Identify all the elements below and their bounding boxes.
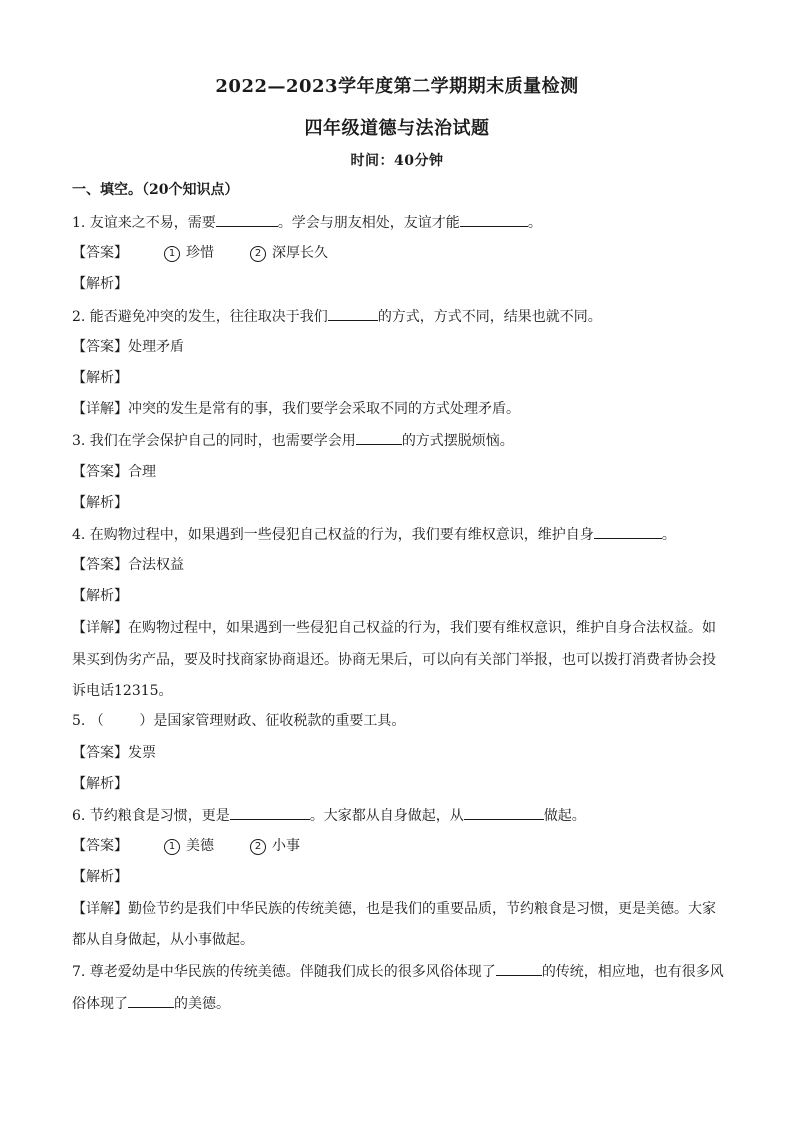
exam-title: 2022—2023学年度第二学期期末质量检测 xyxy=(215,76,579,97)
q2-ans: 处理矛盾 xyxy=(128,339,184,355)
q6-text-b: 。大家都从自身做起，从 xyxy=(309,808,464,824)
q6-answer xyxy=(72,836,722,856)
q3-answer xyxy=(72,462,722,482)
q6-blank-1 xyxy=(230,805,310,820)
question-1 xyxy=(72,212,722,233)
q5-analysis: 【解析】 xyxy=(72,776,128,792)
exam-time: 时间：40分钟 xyxy=(350,153,444,169)
q7-text-d: 的美德。 xyxy=(174,996,230,1012)
detail-label: 【详解】 xyxy=(72,901,128,917)
answer-label: 【答案】 xyxy=(72,245,128,261)
detail-label: 【详解】 xyxy=(72,620,128,636)
q7-blank-1 xyxy=(496,961,542,976)
q6-ans1-number: 1 xyxy=(164,839,180,855)
q1-blank-1 xyxy=(216,212,278,227)
q4-text-b: 。 xyxy=(661,527,676,543)
q1-ans1-number: 1 xyxy=(164,246,180,262)
q1-blank-2 xyxy=(460,212,528,227)
question-5: 5. （ ）是国家管理财政、征收税款的重要工具。 xyxy=(72,713,406,729)
question-4 xyxy=(72,524,722,545)
question-6 xyxy=(72,805,722,826)
q4-ans: 合法权益 xyxy=(128,557,184,573)
q7-blank-2 xyxy=(128,993,174,1008)
q4-answer xyxy=(72,555,722,575)
question-2 xyxy=(72,306,722,327)
q2-analysis: 【解析】 xyxy=(72,370,128,386)
q1-answer xyxy=(72,243,722,263)
q6-detail-text-1: 勤俭节约是我们中华民族的传统美德，也是我们的重要品质，节约粮食是习惯，更是美德。大家 xyxy=(128,901,716,917)
q3-analysis: 【解析】 xyxy=(72,495,128,511)
q2-blank xyxy=(328,306,378,321)
q6-ans1: 美德 xyxy=(186,838,214,854)
section-heading: 一、填空。（20个知识点） xyxy=(72,182,239,198)
q4-detail-2: 果买到伪劣产品，要及时找商家协商退还。协商无果后，可以向有关部门举报，也可以拨打消费者协会投 xyxy=(72,652,716,668)
q4-analysis: 【解析】 xyxy=(72,588,128,604)
question-7-line-1 xyxy=(72,961,722,982)
q6-detail-2: 都从自身做起，从小事做起。 xyxy=(72,932,254,948)
q1-text-a: 1. 友谊来之不易，需要 xyxy=(72,215,216,231)
q3-text-a: 3. 我们在学会保护自己的同时，也需要学会用 xyxy=(72,433,356,449)
q5-answer xyxy=(72,743,722,763)
q4-detail-1 xyxy=(72,618,722,638)
answer-label: 【答案】 xyxy=(72,838,128,854)
q6-analysis: 【解析】 xyxy=(72,869,128,885)
q3-ans: 合理 xyxy=(128,464,156,480)
q6-blank-2 xyxy=(464,805,544,820)
exam-subtitle: 四年级道德与法治试题 xyxy=(304,118,490,139)
q7-text-c: 俗体现了 xyxy=(72,996,128,1012)
q2-answer xyxy=(72,337,722,357)
answer-label: 【答案】 xyxy=(72,339,128,355)
q6-detail-1 xyxy=(72,899,722,919)
q6-text-a: 6. 节约粮食是习惯，更是 xyxy=(72,808,230,824)
q1-analysis: 【解析】 xyxy=(72,276,128,292)
detail-label: 【详解】 xyxy=(72,401,128,417)
answer-label: 【答案】 xyxy=(72,464,128,480)
q7-text-b: 的传统，相应地，也有很多风 xyxy=(541,964,724,980)
q1-text-c: 。 xyxy=(527,215,542,231)
q4-detail-text-1: 在购物过程中，如果遇到一些侵犯自己权益的行为，我们要有维权意识，维护自身合法权益。如 xyxy=(128,620,716,636)
q4-blank xyxy=(594,524,662,539)
q4-text-a: 4. 在购物过程中，如果遇到一些侵犯自己权益的行为，我们要有维权意识，维护自身 xyxy=(72,527,594,543)
question-3 xyxy=(72,430,722,451)
q2-text-b: 的方式，方式不同，结果也就不同。 xyxy=(377,309,602,325)
q1-text-b: 。学会与朋友相处，友谊才能 xyxy=(277,215,460,231)
q6-text-c: 做起。 xyxy=(543,808,586,824)
q2-text-a: 2. 能否避免冲突的发生，往往取决于我们 xyxy=(72,309,328,325)
q1-ans2: 深厚长久 xyxy=(272,245,328,261)
q1-ans1: 珍惜 xyxy=(186,245,214,261)
q3-blank xyxy=(356,430,402,445)
q3-text-b: 的方式摆脱烦恼。 xyxy=(401,433,514,449)
q1-ans2-number: 2 xyxy=(250,246,266,262)
answer-label: 【答案】 xyxy=(72,557,128,573)
q4-detail-3: 诉电话12315。 xyxy=(72,683,173,699)
q6-ans2-number: 2 xyxy=(250,839,266,855)
q6-ans2: 小事 xyxy=(272,838,300,854)
q5-ans: 发票 xyxy=(128,745,156,761)
q2-detail xyxy=(72,399,722,419)
question-7-line-2 xyxy=(72,993,722,1014)
q2-detail-text: 冲突的发生是常有的事，我们要学会采取不同的方式处理矛盾。 xyxy=(128,401,520,417)
answer-label: 【答案】 xyxy=(72,745,128,761)
q7-text-a: 7. 尊老爱幼是中华民族的传统美德。伴随我们成长的很多风俗体现了 xyxy=(72,964,496,980)
